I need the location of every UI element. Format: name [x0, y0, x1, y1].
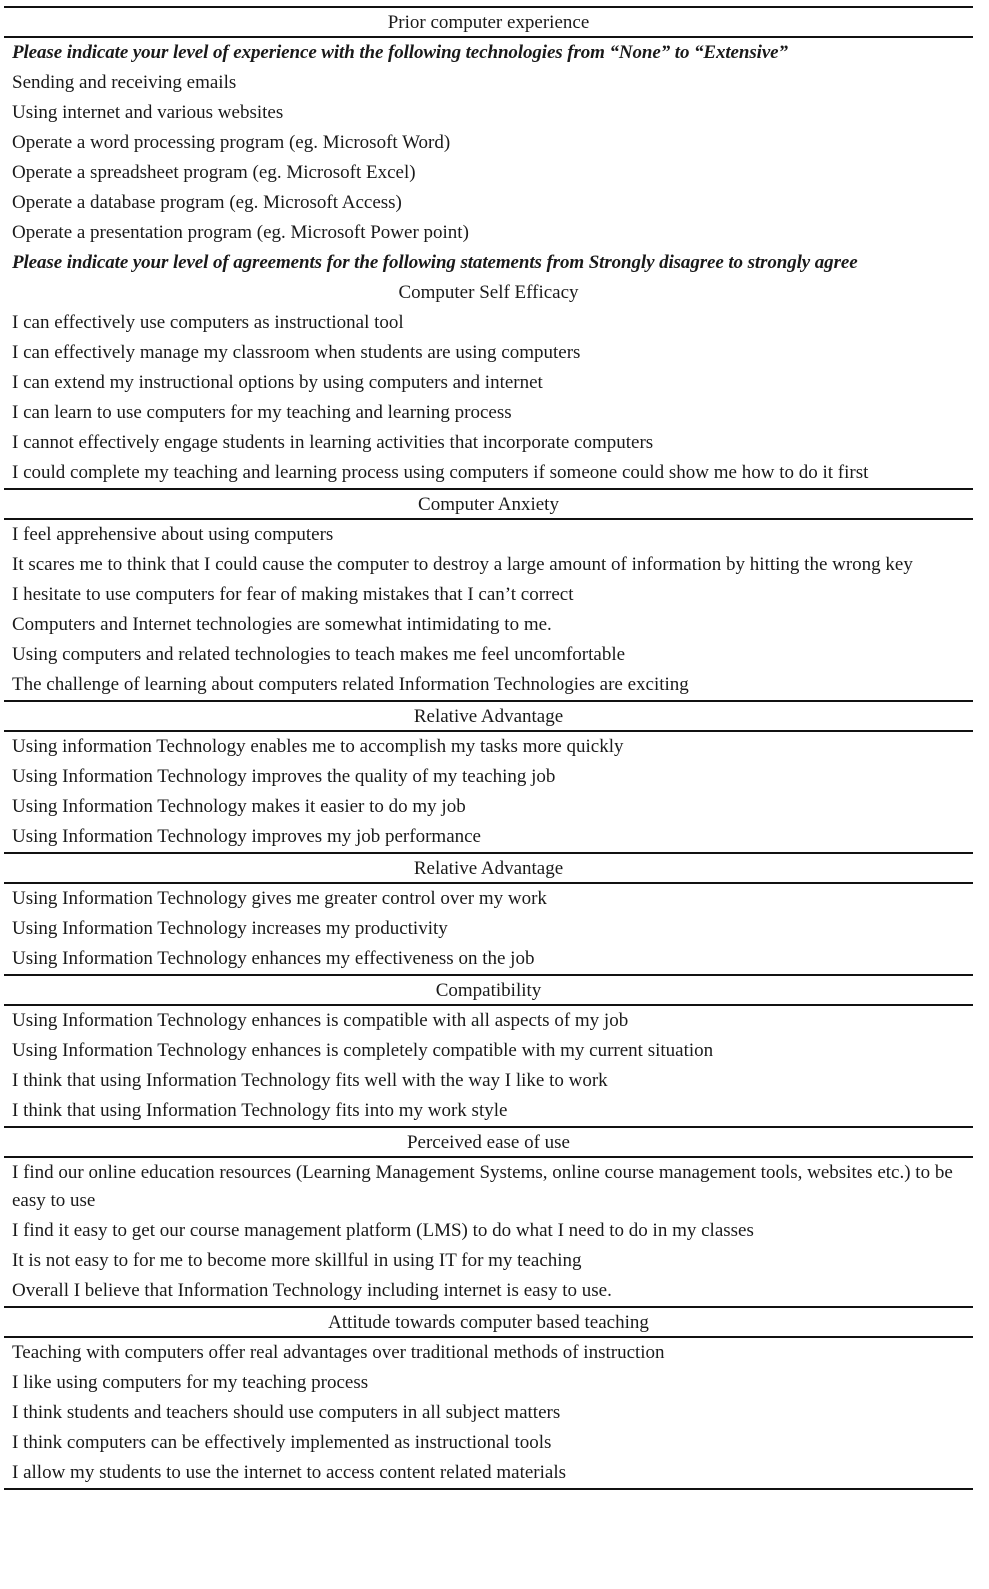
list-item: Using Information Technology enhances is completely compatible with my current situation [12, 1040, 714, 1061]
list-item: I allow my students to use the internet to access content related materials [12, 1462, 566, 1483]
list-item: Operate a database program (eg. Microsoft Access) [12, 192, 402, 213]
bottom-rule [4, 1488, 973, 1490]
instruction-experience: Please indicate your level of experience with the following technologies from “None” to “Extensive” [12, 42, 788, 63]
list-item: Operate a presentation program (eg. Microsoft Power point) [12, 222, 469, 243]
section-header-perceived-ease-of-use: Perceived ease of use [406, 1132, 570, 1153]
section-header-attitude: Attitude towards computer based teaching [328, 1312, 649, 1333]
list-item: I can extend my instructional options by using computers and internet [12, 372, 543, 393]
list-item: Operate a spreadsheet program (eg. Microsoft Excel) [12, 162, 416, 183]
list-item: Using Information Technology enhances my effectiveness on the job [12, 948, 535, 969]
section-header-prior-computer-experience: Prior computer experience [387, 12, 590, 33]
list-item: It is not easy to for me to become more skillful in using IT for my teaching [12, 1250, 582, 1271]
list-item: I think students and teachers should use computers in all subject matters [12, 1402, 561, 1423]
section-header-relative-advantage: Relative Advantage [413, 706, 564, 727]
list-item: I hesitate to use computers for fear of making mistakes that I can’t correct [12, 584, 574, 605]
questionnaire-table [4, 0, 973, 1490]
list-item: I can effectively manage my classroom when students are using computers [12, 342, 581, 363]
list-item: I can learn to use computers for my teaching and learning process [12, 402, 512, 423]
list-item: I find our online education resources (Learning Management Systems, online course management tools, websites etc.) to be easy to use [12, 1162, 953, 1211]
list-item: I feel apprehensive about using computers [12, 524, 334, 545]
list-item: Sending and receiving emails [12, 72, 237, 93]
list-item: I find it easy to get our course management platform (LMS) to do what I need to do in my classes [12, 1220, 754, 1241]
section-header-relative-advantage-2: Relative Advantage [413, 858, 564, 879]
list-item: Computers and Internet technologies are somewhat intimidating to me. [12, 614, 552, 635]
list-item: Using Information Technology gives me greater control over my work [12, 888, 547, 909]
list-item: Using information Technology enables me to accomplish my tasks more quickly [12, 736, 624, 757]
list-item: Using Information Technology enhances is compatible with all aspects of my job [12, 1010, 629, 1031]
list-item: I like using computers for my teaching process [12, 1372, 369, 1393]
list-item: Using internet and various websites [12, 102, 284, 123]
list-item: I think computers can be effectively implemented as instructional tools [12, 1432, 552, 1453]
list-item: Using Information Technology improves my job performance [12, 826, 481, 847]
list-item: I could complete my teaching and learning process using computers if someone could show me how to do it first [12, 462, 869, 483]
list-item: I think that using Information Technology fits well with the way I like to work [12, 1070, 608, 1091]
list-item: Using Information Technology improves the quality of my teaching job [12, 766, 556, 787]
list-item: It scares me to think that I could cause the computer to destroy a large amount of information by hitting the wrong key [12, 554, 913, 575]
section-header-computer-self-efficacy: Computer Self Efficacy [398, 282, 579, 303]
instruction-agreement: Please indicate your level of agreements for the following statements from Strongly disagree to strongly agree [12, 252, 858, 273]
list-item: Operate a word processing program (eg. Microsoft Word) [12, 132, 451, 153]
list-item: I think that using Information Technology fits into my work style [12, 1100, 508, 1121]
list-item: Using computers and related technologies to teach makes me feel uncomfortable [12, 644, 626, 665]
list-item: The challenge of learning about computers related Information Technologies are exciting [12, 674, 689, 695]
section-header-compatibility: Compatibility [435, 980, 542, 1001]
list-item: I can effectively use computers as instructional tool [12, 312, 404, 333]
list-item: Teaching with computers offer real advantages over traditional methods of instruction [12, 1342, 665, 1363]
list-item: I cannot effectively engage students in learning activities that incorporate computers [12, 432, 654, 453]
section-header-computer-anxiety: Computer Anxiety [418, 494, 559, 515]
list-item: Using Information Technology increases my productivity [12, 918, 448, 939]
list-item: Using Information Technology makes it easier to do my job [12, 796, 466, 817]
list-item: Overall I believe that Information Technology including internet is easy to use. [12, 1280, 612, 1301]
